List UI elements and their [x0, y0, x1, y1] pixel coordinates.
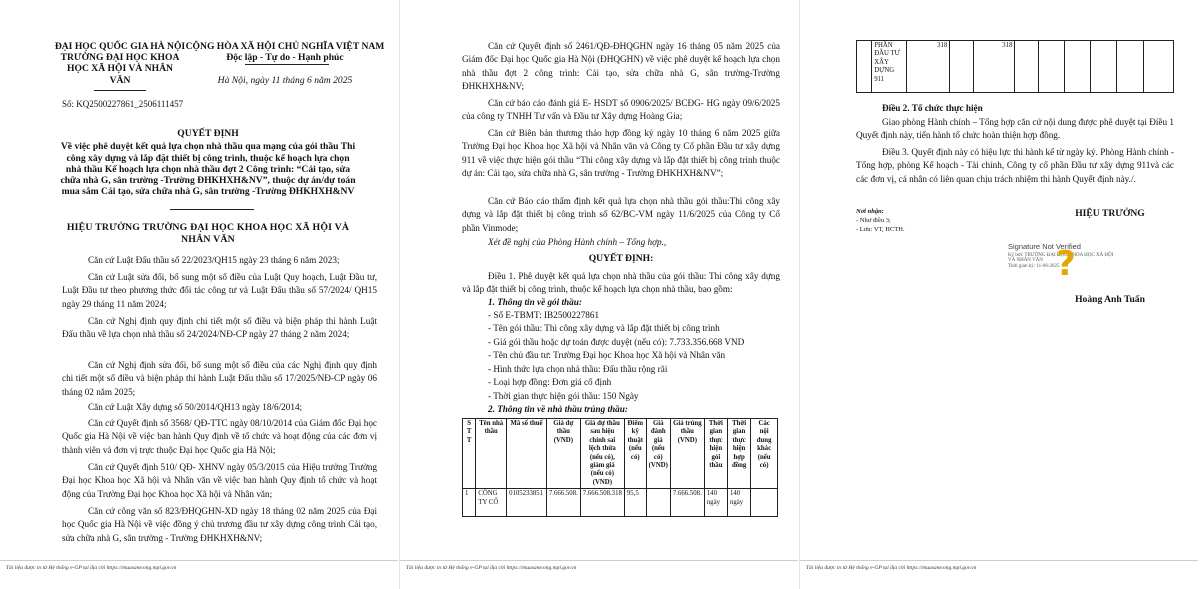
list-item: - Giá gói thầu hoặc dự toán được duyệt (nếu có): 7.733.356.668 VND	[488, 337, 745, 347]
table-cell: 318	[974, 41, 1015, 93]
table-header: Tên nhà thầu	[476, 419, 507, 489]
table-header: Mã số thuế	[507, 419, 547, 489]
unverified-signature-icon: ?	[1056, 244, 1076, 284]
title-underline	[170, 209, 254, 210]
table-cell: CÔNG TY CỔ	[476, 489, 507, 517]
article-1: Điều 1. Phê duyệt kết quả lựa chọn nhà thầu của gói thầu: Thi công xây dựng và lắp đặt thiết bị công trình, thuộc kế hoạch lựa chọn nhà thầu, bao gồm:	[462, 271, 780, 295]
legal-basis-paragraph: Căn cứ công văn số 823/ĐHQGHN-XD ngày 18 tháng 02 năm 2025 của Đại học Quốc gia Hà Nội về việc đồng ý chủ trương đầu tư xây dựng công trình Cải tạo, sửa chữa nhà G, sân trường - Trường ĐHKHXH&NV;	[62, 506, 377, 543]
table-cell: 7.666.508.	[546, 489, 580, 517]
table-row	[463, 489, 778, 517]
legal-basis-paragraph: Căn cứ Nghị định quy định chi tiết một số điều và biện pháp thi hành Luật Đấu thầu về lựa chọn nhà thầu số 24/2024/NĐ-CP ngày 27 tháng 2 năm 2024;	[62, 316, 377, 340]
legal-basis-paragraph: Căn cứ Luật sửa đổi, bổ sung một số điều của Luật Quy hoạch, Luật Đầu tư, Luật Đầu tư theo phương thức đối tác công tư và Luật Đấu thầu số 57/2024/ QH15 ngày 29 tháng 11 năm 2024;	[62, 272, 377, 309]
motto-underline	[245, 64, 329, 65]
request-line: Xét đề nghị của Phòng Hành chính – Tổng hợp.,	[488, 237, 667, 247]
legal-basis-paragraph: Căn cứ Quyết định số 3568/ QĐ-TTC ngày 08/10/2014 của Giám đốc Đại học Quốc gia Hà Nội về việc ban hành Quy định về tổ chức và hoạt động của các đơn vị thành viên và đơn vị trực thuộc Đại học Quốc gia Hà Nội;	[62, 418, 377, 455]
table-header-row	[463, 419, 778, 489]
section-package-info: 1. Thông tin về gói thầu:	[488, 297, 582, 307]
motto: Độc lập - Tự do - Hạnh phúc	[226, 52, 344, 64]
authority-title: HIỆU TRƯỞNG TRƯỜNG ĐẠI HỌC KHOA HỌC XÃ HỘI VÀ NHÂN VĂN	[66, 222, 350, 245]
table-cell: 1	[463, 489, 476, 517]
issuing-organization: ĐẠI HỌC QUỐC GIA HÀ NỘI TRƯỜNG ĐẠI HỌC KHOA HỌC XÃ HỘI VÀ NHÂN VĂN	[54, 41, 186, 86]
section-contractor-info: 2. Thông tin về nhà thầu trúng thầu:	[488, 404, 628, 414]
list-item: - Loại hợp đồng: Đơn giá cố định	[488, 377, 612, 387]
contractor-table	[462, 418, 778, 517]
legal-basis-paragraph: Căn cứ báo cáo đánh giá E- HSDT số 0906/2025/ BCĐG- HG ngày 09/6/2025 của công ty TNHH Tư vấn và Đầu tư Xây dựng Hoàng Gia;	[462, 98, 780, 122]
digital-signature-stamp: Signature Not Verified Ký bởi: TRƯỜNG ĐẠI HỌC KHOA HỌC XÃ HỘI VÀ NHÂN VĂN Thời gian ký: 11-06-2025	[1008, 244, 1118, 292]
table-cell: 95,5	[624, 489, 646, 517]
header-divider	[94, 90, 146, 91]
signer-title: HIỆU TRƯỞNG	[1075, 208, 1145, 219]
list-item: - Thời gian thực hiện gói thầu: 150 Ngày	[488, 391, 639, 401]
table-header: Giá trúng thầu (VND)	[670, 419, 704, 489]
page-footer: Tài liệu được in từ Hệ thống e-GP tại địa chỉ https://muasamcong.mpi.gov.vn	[406, 565, 577, 571]
nation-name: CỘNG HÒA XÃ HỘI CHỦ NGHĨA VIỆT NAM	[185, 41, 385, 52]
article-3: Điều 3. Quyết định này có hiệu lực thi hành kể từ ngày ký. Phòng Hành chính - Tổng hợp, phòng Kế hoạch - Tài chính, Công ty cổ phần Đầu tư xây dựng 911và các các đơn vị, cá nhân có liên quan chịu trách nhiệm thi hành Quyết định này./.	[856, 147, 1174, 184]
list-item: - Tên chủ đầu tư: Trường Đại học Khoa học Xã hội và Nhân văn	[488, 350, 726, 360]
document-subject: Về việc phê duyệt kết quả lựa chọn nhà thầu qua mạng của gói thầu Thi công xây dựng và lắp đặt thiết bị công trình, thuộc kế hoạch lựa chọn nhà thầu Kế hoạch lựa chọn nhà thầu đợt 2 Công trình: “Cải tạo, sửa chữa nhà G, sân trường -Trường ĐHKHXH&NV”, thuộc dự án/dự toán mua sắm Cải tạo, sửa chữa nhà G, sân trường -Trường ĐHKHXH&NV	[60, 141, 356, 198]
legal-basis-paragraph: Căn cứ Biên bản thương thảo hợp đồng ký ngày 10 tháng 6 năm 2025 giữa Trường Đại học Khoa học Xã hội và Nhân văn và Công ty Cổ phần Đầu tư xây dựng 911 về việc thực hiện gói thầu “Thi công xây dựng và lắp đặt thiết bị công trình thuộc dự án: Cải tạo, sửa chữa nhà G, sân trường - Trường ĐHKHXH&NV”;	[462, 128, 780, 178]
legal-basis-paragraph: Căn cứ Nghị định sửa đổi, bổ sung một số điều của các Nghị định quy định chi tiết một số điều và biện pháp thi hành Luật Đấu thầu số 17/2025/NĐ-CP ngày 06 tháng 02 năm 2025;	[62, 360, 377, 397]
table-cell: 140 ngày	[704, 489, 727, 517]
table-cell: 0105233851	[507, 489, 547, 517]
signature-status: Signature Not Verified	[1008, 242, 1081, 251]
table-cell	[646, 489, 670, 517]
legal-basis-paragraph: Căn cứ Báo cáo thẩm định kết quả lựa chọn nhà thầu gói thầu:Thi công xây dựng và lắp đặt thiết bị công trình số 62/BC-VM ngày 11/6/2025 của Công ty Cổ phần Vinmode;	[462, 196, 780, 233]
table-cell	[751, 489, 778, 517]
legal-basis-paragraph: Căn cứ Luật Xây dựng số 50/2014/QH13 ngày 18/6/2014;	[88, 402, 303, 412]
table-header: Thời gian thực hiện gói thầu	[704, 419, 727, 489]
table-cell: 7.666.508.318	[580, 489, 624, 517]
table-header: Các nội dung khác (nếu có)	[751, 419, 778, 489]
list-item: - Hình thức lựa chọn nhà thầu: Đấu thầu rộng rãi	[488, 364, 668, 374]
document-title: QUYẾT ĐỊNH Về việc phê duyệt kết quả lựa chọn nhà thầu qua mạng của gói thầu Thi công xây dựng và lắp đặt thiết bị công trình, thuộc kế hoạch lựa chọn nhà thầu Kế hoạch lựa chọn nhà thầu đợt 2 Công trình: “Cải tạo, sửa chữa nhà G, sân trường -Trường ĐHKHXH&NV”, thuộc dự án/dự toán mua sắm Cải tạo, sửa chữa nhà G, sân trường -Trường ĐHKHXH&NV	[58, 128, 358, 198]
table-row	[857, 41, 1174, 93]
table-header: Giá đánh giá (nếu có) (VND)	[646, 419, 670, 489]
recipients: Nơi nhận: - Như điều 3; - Lưu: VT, HCTH.	[856, 208, 905, 233]
table-header: Điểm kỹ thuật (nếu có)	[624, 419, 646, 489]
list-item: - Tên gói thầu: Thi công xây dựng và lắp đặt thiết bị công trình	[488, 323, 720, 333]
article-2-body: Giao phòng Hành chính – Tổng hợp căn cứ nội dung được phê duyệt tại Điều 1 Quyết định này, tiến hành tổ chức hoàn thiện hợp đồng.	[856, 117, 1174, 141]
document-page-2	[400, 0, 798, 589]
document-number: Số: KQ2500227861_2506111457	[62, 99, 184, 109]
table-header: Thời gian thực hiện hợp đồng	[727, 419, 750, 489]
table-header: Giá dự thầu sau hiệu chỉnh sai lệch thừa (nếu có), giảm giá (nếu có) (VND)	[580, 419, 624, 489]
table-cell: 7.666.508.	[670, 489, 704, 517]
signer-name: Hoàng Anh Tuấn	[1075, 294, 1145, 305]
decision-heading: QUYẾT ĐỊNH:	[588, 253, 654, 264]
table-cell: 140 ngày	[727, 489, 750, 517]
table-header: Giá dự thầu (VND)	[546, 419, 580, 489]
table-cell: PHẦN ĐẦU TƯ XÂY DỰNG 911	[872, 41, 907, 93]
legal-basis-paragraph: Căn cứ Luật Đấu thầu số 22/2023/QH15 ngày 23 tháng 6 năm 2023;	[88, 255, 340, 265]
table-header: S T T	[463, 419, 476, 489]
place-date: Hà Nội, ngày 11 tháng 6 năm 2025	[217, 75, 353, 87]
legal-basis-paragraph: Căn cứ Quyết định 510/ QĐ- XHNV ngày 05/3/2015 của Hiệu trưởng Trường Đại học Khoa học Xã hội và Nhân văn về việc ban hành Quy định tổ chức và hoạt động của Trường Đại học Khoa học Xã hội và Nhân văn;	[62, 462, 377, 499]
article-2: Điều 2. Tổ chức thực hiện	[882, 103, 983, 113]
document-page-3	[800, 0, 1198, 589]
contractor-table-continued	[856, 40, 1174, 93]
list-item: - Số E-TBMT: IB2500227861	[488, 310, 600, 320]
document-page-1	[0, 0, 398, 589]
page-footer: Tài liệu được in từ Hệ thống e-GP tại địa chỉ https://muasamcong.mpi.gov.vn	[806, 565, 977, 571]
table-cell: 318	[906, 41, 949, 93]
legal-basis-paragraph: Căn cứ Quyết định số 2461/QĐ-ĐHQGHN ngày 16 tháng 05 năm 2025 của Giám đốc Đại học Quốc gia Hà Nội (ĐHQGHN) về việc phê duyệt kế hoạch lựa chọn nhà thầu đợt 2 công trình: Cải tạo, sửa chữa nhà G, sân trường-Trường ĐHKHXH&NV;	[462, 41, 780, 91]
page-footer: Tài liệu được in từ Hệ thống e-GP tại địa chỉ https://muasamcong.mpi.gov.vn	[6, 565, 177, 571]
